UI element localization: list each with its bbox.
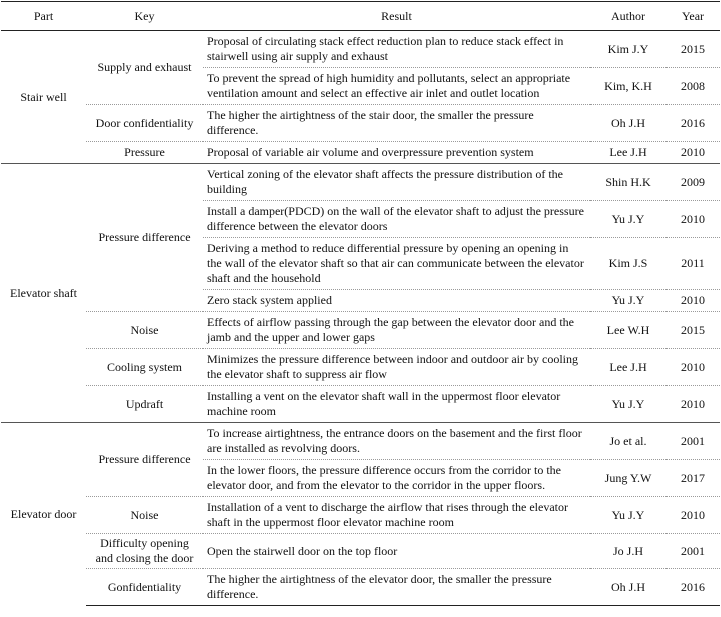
result-cell: The higher the airtightness of the stair door, the smaller the pressure difference. — [203, 105, 590, 142]
year-cell: 2009 — [666, 164, 720, 201]
author-cell: Lee W.H — [590, 312, 666, 349]
key-cell: Gonfidentiality — [86, 569, 203, 606]
key-cell: Noise — [86, 312, 203, 349]
header-author: Author — [590, 2, 666, 31]
year-cell: 2016 — [666, 105, 720, 142]
author-cell: Yu J.Y — [590, 290, 666, 312]
year-cell: 2010 — [666, 497, 720, 534]
header-key: Key — [86, 2, 203, 31]
key-cell: Door confidentiality — [86, 105, 203, 142]
header-part: Part — [1, 2, 86, 31]
part-cell: Elevator door — [1, 423, 86, 606]
result-cell: Proposal of circulating stack effect reduction plan to reduce stack effect in stairwell using air supply and exhaust — [203, 31, 590, 68]
year-cell: 2017 — [666, 460, 720, 497]
part-cell: Stair well — [1, 31, 86, 164]
year-cell: 2010 — [666, 349, 720, 386]
result-cell: Installing a vent on the elevator shaft wall in the uppermost floor elevator machine room — [203, 386, 590, 423]
result-cell: In the lower floors, the pressure difference occurs from the corridor to the elevator door, and from the elevator to the corridor in the upper floors. — [203, 460, 590, 497]
result-cell: Proposal of variable air volume and overpressure prevention system — [203, 142, 590, 164]
table-row — [1, 349, 720, 386]
author-cell: Yu J.Y — [590, 201, 666, 238]
header-row — [1, 2, 720, 31]
key-cell: Noise — [86, 497, 203, 534]
author-cell: Jo et al. — [590, 423, 666, 460]
author-cell: Kim J.S — [590, 238, 666, 290]
result-cell: Deriving a method to reduce differential pressure by opening an opening in the wall of the elevator shaft so that air can communicate between the elevator shaft and the household — [203, 238, 590, 290]
year-cell: 2001 — [666, 534, 720, 569]
key-cell: Pressure — [86, 142, 203, 164]
author-cell: Jo J.H — [590, 534, 666, 569]
author-cell: Shin H.K — [590, 164, 666, 201]
result-cell: Minimizes the pressure difference between indoor and outdoor air by cooling the elevator shaft to suppress air flow — [203, 349, 590, 386]
author-cell: Oh J.H — [590, 569, 666, 606]
year-cell: 2016 — [666, 569, 720, 606]
table-row — [1, 386, 720, 423]
author-cell: Lee J.H — [590, 349, 666, 386]
table-row — [1, 164, 720, 201]
result-cell: Open the stairwell door on the top floor — [203, 534, 590, 569]
table-row — [1, 497, 720, 534]
research-summary-table — [1, 1, 720, 606]
author-cell: Jung Y.W — [590, 460, 666, 497]
year-cell: 2015 — [666, 312, 720, 349]
year-cell: 2008 — [666, 68, 720, 105]
year-cell: 2011 — [666, 238, 720, 290]
year-cell: 2010 — [666, 201, 720, 238]
table-row — [1, 534, 720, 569]
author-cell: Yu J.Y — [590, 497, 666, 534]
key-cell: Updraft — [86, 386, 203, 423]
result-cell: The higher the airtightness of the elevator door, the smaller the pressure difference. — [203, 569, 590, 606]
author-cell: Lee J.H — [590, 142, 666, 164]
result-cell: Vertical zoning of the elevator shaft affects the pressure distribution of the building — [203, 164, 590, 201]
table-row — [1, 31, 720, 68]
key-cell: Pressure difference — [86, 164, 203, 312]
year-cell: 2015 — [666, 31, 720, 68]
key-cell: Pressure difference — [86, 423, 203, 497]
year-cell: 2010 — [666, 290, 720, 312]
part-cell: Elevator shaft — [1, 164, 86, 423]
key-cell: Cooling system — [86, 349, 203, 386]
author-cell: Oh J.H — [590, 105, 666, 142]
result-cell: Installation of a vent to discharge the airflow that rises through the elevator shaft in the uppermost floor elevator machine room — [203, 497, 590, 534]
result-cell: To increase airtightness, the entrance doors on the basement and the first floor are installed as revolving doors. — [203, 423, 590, 460]
key-cell: Difficulty opening and closing the door — [86, 534, 203, 569]
result-cell: Effects of airflow passing through the gap between the elevator door and the jamb and the upper and lower gaps — [203, 312, 590, 349]
year-cell: 2010 — [666, 386, 720, 423]
author-cell: Kim, K.H — [590, 68, 666, 105]
year-cell: 2010 — [666, 142, 720, 164]
result-cell: Install a damper(PDCD) on the wall of the elevator shaft to adjust the pressure difference between the elevator doors — [203, 201, 590, 238]
table-row — [1, 423, 720, 460]
header-year: Year — [666, 2, 720, 31]
key-cell: Supply and exhaust — [86, 31, 203, 105]
table-row — [1, 142, 720, 164]
result-cell: To prevent the spread of high humidity and pollutants, select an appropriate ventilation amount and select an effective air inlet and outlet location — [203, 68, 590, 105]
table-row — [1, 312, 720, 349]
author-cell: Kim J.Y — [590, 31, 666, 68]
table-row — [1, 569, 720, 606]
header-result: Result — [203, 2, 590, 31]
year-cell: 2001 — [666, 423, 720, 460]
result-cell: Zero stack system applied — [203, 290, 590, 312]
author-cell: Yu J.Y — [590, 386, 666, 423]
table-row — [1, 105, 720, 142]
